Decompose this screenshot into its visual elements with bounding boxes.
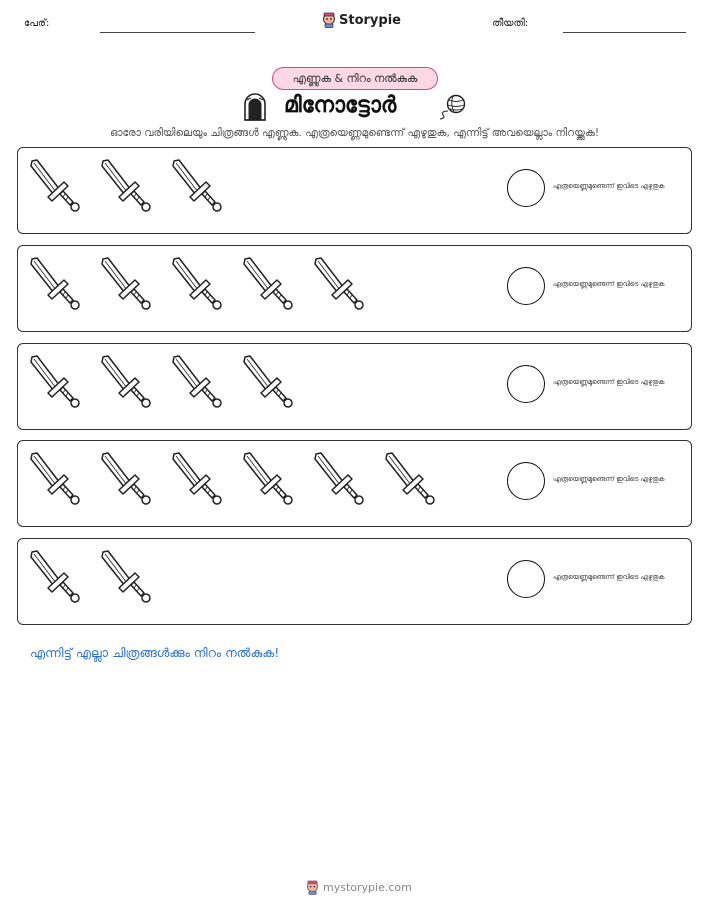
sword-icon <box>171 256 227 314</box>
sword-icon <box>29 549 85 607</box>
answer-hint: എത്രയെണ്ണമുണ്ടെന്ന് ഇവിടെ എഴുതുക <box>553 573 665 581</box>
sword-icon <box>100 354 156 412</box>
footer-brand <box>306 880 412 895</box>
sword-icon <box>100 158 156 216</box>
instruction-text: ഓരോ വരിയിലെയും ചിത്രങ്ങൾ എണ്ണുക. എത്രയെണ്ണമുണ്ടെന്ന് എഴുതുക, എന്നിട്ട് അവയെല്ലാം നിറയ്ക്കുക! <box>109 127 600 139</box>
title-row <box>0 92 709 122</box>
brand-name: Storypie <box>339 12 401 28</box>
counting-row <box>17 147 692 234</box>
sword-icon <box>242 451 298 509</box>
storypie-mascot-icon <box>306 880 319 895</box>
sword-icon <box>313 256 369 314</box>
counting-row <box>17 538 692 625</box>
footer-url: mystorypie.com <box>323 881 412 894</box>
date-label: തീയതി: <box>492 18 529 29</box>
page-title: മിനോട്ടോർ <box>284 93 397 118</box>
sword-icon <box>29 158 85 216</box>
name-label: പേര്: <box>24 18 50 29</box>
answer-circle[interactable] <box>507 267 545 305</box>
sword-icon <box>242 256 298 314</box>
answer-hint: എത്രയെണ്ണമുണ്ടെന്ന് ഇവിടെ എഴുതുക <box>553 280 665 288</box>
answer-hint: എത്രയെണ്ണമുണ്ടെന്ന് ഇവിടെ എഴുതുക <box>553 182 665 190</box>
answer-hint: എത്രയെണ്ണമുണ്ടെന്ന് ഇവിടെ എഴുതുക <box>553 475 665 483</box>
sword-icon <box>242 354 298 412</box>
answer-hint: എത്രയെണ്ണമുണ്ടെന്ന് ഇവിടെ എഴുതുക <box>553 378 665 386</box>
storypie-logo <box>322 12 401 28</box>
sword-icon <box>171 451 227 509</box>
sword-icon <box>100 549 156 607</box>
sword-icon <box>29 354 85 412</box>
answer-circle[interactable] <box>507 560 545 598</box>
sword-icon <box>384 451 440 509</box>
date-line[interactable] <box>563 32 686 33</box>
answer-circle[interactable] <box>507 462 545 500</box>
sword-icon <box>29 451 85 509</box>
sword-icon <box>29 256 85 314</box>
answer-circle[interactable] <box>507 169 545 207</box>
sword-icon <box>100 451 156 509</box>
counting-row <box>17 343 692 430</box>
yarn-ball-icon <box>437 93 467 121</box>
answer-circle[interactable] <box>507 365 545 403</box>
name-line[interactable] <box>100 32 255 33</box>
sword-icon <box>100 256 156 314</box>
counting-row <box>17 245 692 332</box>
sword-icon <box>171 158 227 216</box>
storypie-mascot-icon <box>322 12 336 28</box>
sword-icon <box>313 451 369 509</box>
activity-badge: എണ്ണുക & നിറം നൽകുക <box>272 67 438 90</box>
counting-row <box>17 440 692 527</box>
color-instruction: എന്നിട്ട് എല്ലാ ചിത്രങ്ങൾക്കും നിറം നൽകുക! <box>30 645 280 660</box>
labyrinth-door-icon <box>243 93 267 121</box>
sword-icon <box>171 354 227 412</box>
